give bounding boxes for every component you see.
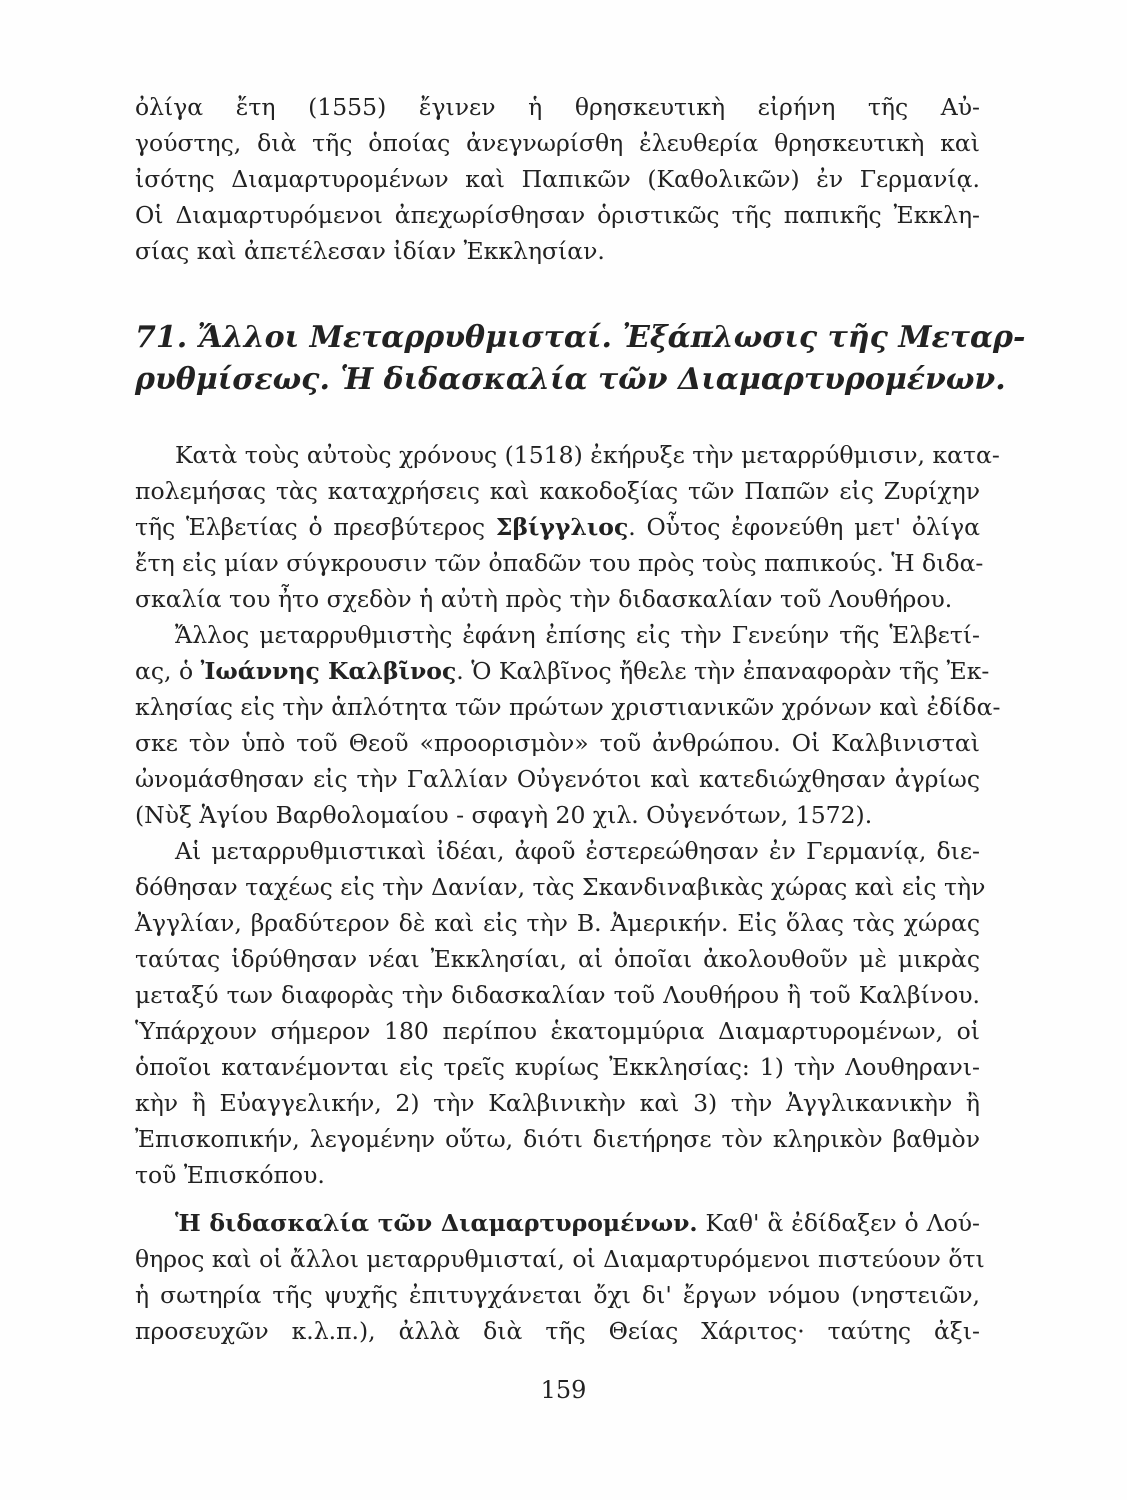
para3-line-9: Ἐπισκοπικήν, λεγομένην οὕτω, διότι διετήρησε τὸν κληρικὸν βαθμὸν [135, 1125, 980, 1153]
section-heading-line-2: ρυθμίσεως. Ἡ διδασκαλία τῶν Διαμαρτυρομένων. [135, 362, 1006, 397]
para3-line-1: Αἱ μεταρρυθμιστικαὶ ἰδέαι, ἀφοῦ ἐστερεώθησαν ἐν Γερμανίᾳ, διε- [175, 837, 980, 865]
para3-line-5: μεταξύ των διαφορὰς τὴν διδασκαλίαν τοῦ Λουθήρου ἢ τοῦ Καλβίνου. [135, 981, 980, 1009]
para2-line-4: σκε τὸν ὑπὸ τοῦ Θεοῦ «προορισμὸν» τοῦ ἀνθρώπου. Οἱ Καλβινισταὶ [135, 729, 980, 757]
name-zwingli: Σβίγγλιος [495, 513, 629, 541]
intro-line-3: ἰσότης Διαμαρτυρομένων καὶ Παπικῶν (Καθολικῶν) ἐν Γερμανίᾳ. [135, 165, 980, 193]
para1-line-3: τῆς Ἑλβετίας ὁ πρεσβύτερος Σβίγγλιος. Οὗτος ἐφονεύθη μετ' ὀλίγα [135, 513, 980, 541]
para2-line-6: (Νὺξ Ἁγίου Βαρθολομαίου - σφαγὴ 20 χιλ. Οὐγενότων, 1572). [135, 801, 873, 829]
para4-line-1: Ἡ διδασκαλία τῶν Διαμαρτυρομένων. Καθ' ἃ ἐδίδαξεν ὁ Λού- [175, 1209, 980, 1237]
intro-line-4: Οἱ Διαμαρτυρόμενοι ἀπεχωρίσθησαν ὁριστικῶς τῆς παπικῆς Ἐκκλη- [135, 201, 980, 229]
para1-line-4: ἔτη εἰς μίαν σύγκρουσιν τῶν ὀπαδῶν του πρὸς τοὺς παπικούς. Ἡ διδα- [135, 549, 984, 577]
name-calvin: Ἰωάννης Καλβῖνος [200, 657, 457, 685]
intro-line-5: σίας καὶ ἀπετέλεσαν ἰδίαν Ἐκκλησίαν. [135, 237, 605, 265]
para3-line-7: ὁποῖοι κατανέμονται εἰς τρεῖς κυρίως Ἐκκλησίας: 1) τὴν Λουθηρανι- [135, 1053, 980, 1081]
para1-line-1: Κατὰ τοὺς αὐτοὺς χρόνους (1518) ἐκήρυξε τὴν μεταρρύθμισιν, κατα- [175, 441, 1000, 469]
para3-line-3: Ἀγγλίαν, βραδύτερον δὲ καὶ εἰς τὴν Β. Ἀμερικήν. Εἰς ὅλας τὰς χώρας [135, 909, 980, 937]
para3-line-4: ταύτας ἱδρύθησαν νέαι Ἐκκλησίαι, αἱ ὁποῖαι ἀκολουθοῦν μὲ μικρὰς [135, 945, 980, 973]
subheading-protestant-doctrine: Ἡ διδασκαλία τῶν Διαμαρτυρομένων. [175, 1209, 698, 1237]
para3-line-10: τοῦ Ἐπισκόπου. [135, 1161, 325, 1189]
para3-line-8: κὴν ἢ Εὐαγγελικήν, 2) τὴν Καλβινικὴν καὶ 3) τὴν Ἀγγλικανικὴν ἢ [135, 1089, 980, 1117]
para1-line-5: σκαλία του ἦτο σχεδὸν ἡ αὐτὴ πρὸς τὴν διδασκαλίαν τοῦ Λουθήρου. [135, 585, 953, 613]
para3-line-2: δόθησαν ταχέως εἰς τὴν Δανίαν, τὰς Σκανδιναβικὰς χώρας καὶ εἰς τὴν [135, 873, 986, 901]
para2-line-1: Ἄλλος μεταρρυθμιστὴς ἐφάνη ἐπίσης εἰς τὴν Γενεύην τῆς Ἑλβετί- [175, 621, 980, 649]
intro-line-2: γούστης, διὰ τῆς ὁποίας ἀνεγνωρίσθη ἐλευθερία θρησκευτικὴ καὶ [135, 129, 980, 157]
para4-line-2: θηρος καὶ οἱ ἄλλοι μεταρρυθμισταί, οἱ Διαμαρτυρόμενοι πιστεύουν ὅτι [135, 1245, 985, 1273]
para2-line-5: ὠνομάσθησαν εἰς τὴν Γαλλίαν Οὐγενότοι καὶ κατεδιώχθησαν ἀγρίως [135, 765, 980, 793]
para3-line-6: Ὑπάρχουν σήμερον 180 περίπου ἑκατομμύρια Διαμαρτυρομένων, οἱ [135, 1017, 980, 1045]
para1-line-2: πολεμήσας τὰς καταχρήσεις καὶ κακοδοξίας τῶν Παπῶν εἰς Ζυρίχην [135, 477, 980, 505]
para2-line-2: ας, ὁ Ἰωάννης Καλβῖνος. Ὁ Καλβῖνος ἤθελε τὴν ἐπαναφορὰν τῆς Ἐκ- [135, 657, 990, 685]
section-heading-line-1: 71. Ἄλλοι Μεταρρυθμισταί. Ἐξάπλωσις τῆς Μεταρ- [135, 320, 1026, 355]
para4-line-4: προσευχῶν κ.λ.π.), ἀλλὰ διὰ τῆς Θείας Χάριτος· ταύτης ἀξι- [135, 1317, 980, 1345]
page-number: 159 [540, 1376, 587, 1404]
para4-line-3: ἡ σωτηρία τῆς ψυχῆς ἐπιτυγχάνεται ὄχι δι' ἔργων νόμου (νηστειῶν, [135, 1281, 980, 1309]
intro-line-1: ὀλίγα ἔτη (1555) ἔγινεν ἡ θρησκευτικὴ εἰρήνη τῆς Αὐ- [135, 93, 980, 121]
para2-line-3: κλησίας εἰς τὴν ἁπλότητα τῶν πρώτων χριστιανικῶν χρόνων καὶ ἐδίδα- [135, 693, 1001, 721]
